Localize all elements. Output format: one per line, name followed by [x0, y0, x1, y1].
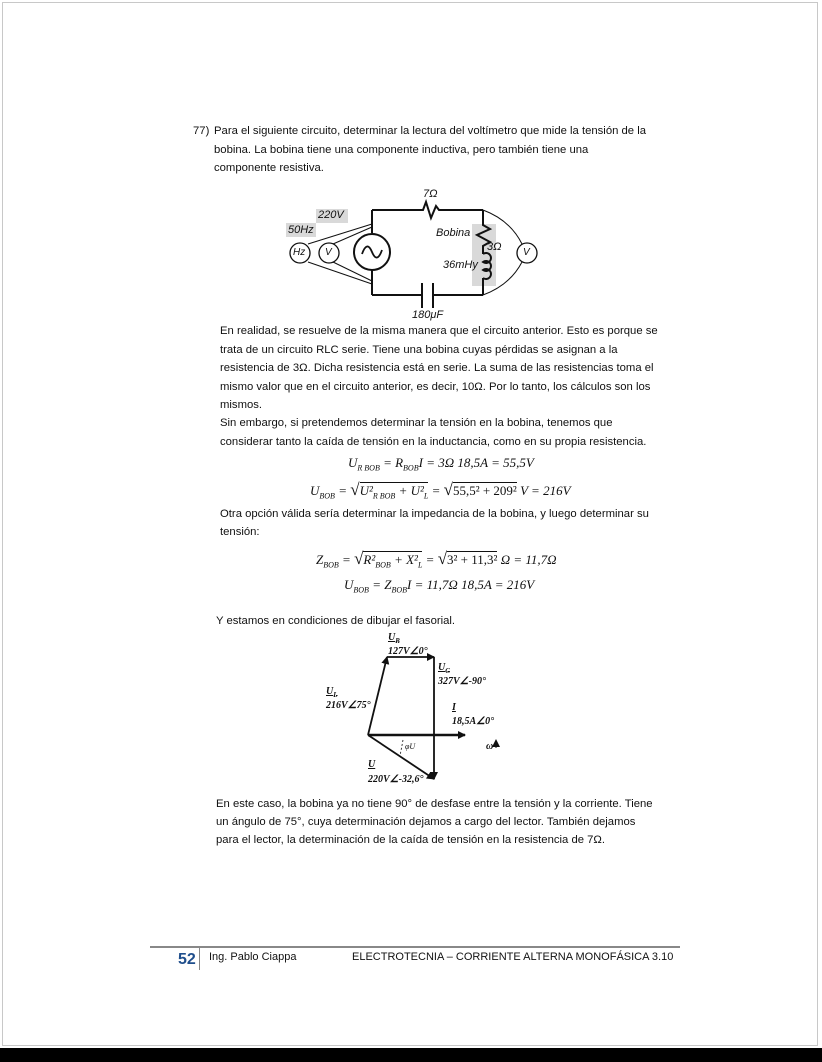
phi-arc: [400, 740, 403, 756]
omega-label: ω: [486, 741, 494, 752]
paragraph-line: mismo valor que en el circuito anterior, es decir, 10Ω. Por lo tanto, los cálculos son los: [220, 381, 651, 393]
paragraph-line: Y estamos en condiciones de dibujar el fasorial.: [216, 615, 456, 627]
hz-meter-label: Hz: [293, 247, 306, 258]
footer-author: Ing. Pablo Ciappa: [209, 951, 297, 963]
u-phasor: [368, 735, 434, 779]
equation-ur-bob: $U_{R BOB} = R_{BOB}I = 3\Omega$ 18,5A = 55,5V: [348, 455, 534, 473]
sqrt-argument: $R^2_{BOB} + X^2_L$: [363, 552, 423, 570]
ul-value: 216V∠75°: [326, 700, 371, 711]
v-meter-right-label: V: [523, 247, 530, 258]
paragraph-line: mismos.: [220, 399, 263, 411]
coil-label: Bobina: [436, 227, 471, 239]
resistor-label: 7Ω: [423, 188, 438, 200]
uc-name: $U_C$: [438, 662, 450, 675]
paragraph-line: para el lector, la determinación de la caída de tensión en la resistencia de 7Ω.: [216, 834, 606, 846]
v-meter-left-label: V: [325, 247, 332, 258]
ur-name: $U_R$: [388, 632, 400, 645]
coil-resistance-label: 3Ω: [487, 241, 502, 253]
phi-label: φU: [405, 742, 416, 751]
equation-u-bob-z: $U_{BOB} = Z_{BOB}I = 11,7\Omega$ 18,5A = 216V: [344, 577, 535, 595]
paragraph-line: Otra opción válida sería determinar la impedancia de la bobina, y luego determinar su: [220, 508, 649, 520]
capacitor-label: 180μF: [412, 309, 444, 321]
page-number: 52: [178, 951, 196, 968]
problem-line: bobina. La bobina tiene una componente inductiva, pero también tiene una: [214, 144, 589, 156]
voltage-label: 220V: [318, 209, 344, 221]
footer-divider: [150, 946, 680, 948]
problem-number: 77): [193, 125, 210, 137]
i-value: 18,5A∠0°: [452, 716, 495, 727]
paragraph-line: Sin embargo, si pretendemos determinar la tensión en la bobina, tenemos que: [220, 417, 613, 429]
uc-value: 327V∠-90°: [438, 676, 486, 687]
u-value: 220V∠-32,6°: [368, 774, 424, 785]
equation-z-bob: $Z_{BOB} = √R^2_{BOB} + X^2_L = √3^2 + 11,3^2$ Ω = 11,7Ω: [316, 549, 557, 570]
equation-u-bob: $U_{BOB} = √U^2_{R BOB} + U^2_L = √55,5^2 + 209^2$ V = 216V: [310, 480, 571, 501]
paragraph-line: En este caso, la bobina ya no tiene 90° de desfase entre la tensión y la corriente. Tiene: [216, 798, 653, 810]
paragraph-line: trata de un circuito RLC serie. Tiene una bobina cuyas pérdidas se asignan a la: [220, 344, 618, 356]
paragraph-line: En realidad, se resuelve de la misma manera que el circuito anterior. Esto es porque se: [220, 325, 658, 337]
footer-separator: [199, 948, 200, 970]
freq-label: 50Hz: [288, 224, 314, 236]
paragraph-line: resistencia de 3Ω. Dicha resistencia está en serie. La suma de las resistencias toma el: [220, 362, 654, 374]
bottom-bar: [0, 1048, 822, 1062]
ul-name: $U_L$: [326, 686, 338, 699]
paragraph-line: un ángulo de 75°, cuya determinación dejamos a cargo del lector. También dejamos: [216, 816, 636, 828]
footer-title: ELECTROTECNIA – CORRIENTE ALTERNA MONOFÁSICA 3.10: [352, 951, 674, 963]
problem-line: Para el siguiente circuito, determinar la lectura del voltímetro que mide la tensión de la: [214, 125, 647, 137]
problem-line: componente resistiva.: [214, 162, 324, 174]
paragraph-line: considerar tanto la caída de tensión en la inductancia, como en su propia resistencia.: [220, 436, 647, 448]
paragraph-line: tensión:: [220, 526, 260, 538]
u-name: U: [368, 759, 376, 770]
i-name: I: [452, 702, 456, 713]
ul-phasor: [368, 657, 387, 735]
coil-inductance-label: 36mHy: [443, 259, 478, 271]
ur-value: 127V∠0°: [388, 646, 428, 657]
sqrt-argument: $U^2_{R BOB} + U^2_L$: [359, 483, 429, 501]
